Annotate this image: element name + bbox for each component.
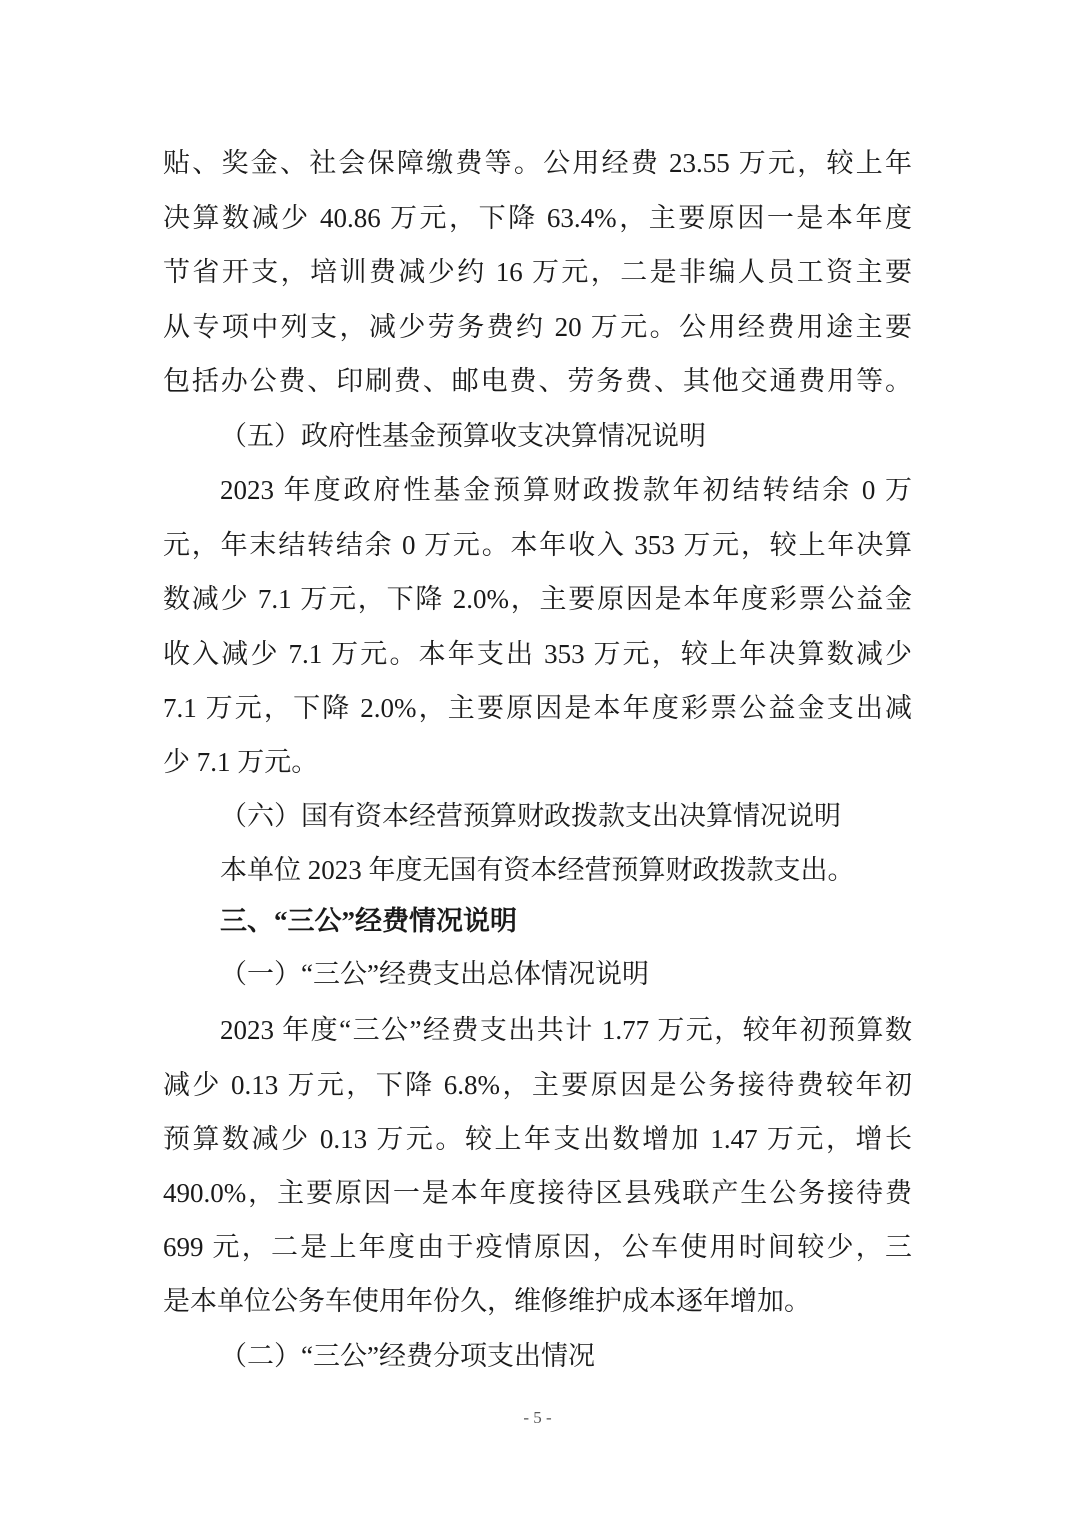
- paragraph-line: 节省开支，培训费减少约 16 万元，二是非编人员工资主要: [163, 257, 912, 287]
- paragraph-line: 预算数减少 0.13 万元。较上年支出数增加 1.47 万元，增长: [163, 1124, 912, 1154]
- paragraph-line: 少 7.1 万元。: [163, 747, 319, 777]
- paragraph-line: 2023 年度政府性基金预算财政拨款年初结转结余 0 万: [220, 475, 912, 505]
- section-heading: （六）国有资本经营预算财政拨款支出决算情况说明: [220, 801, 841, 831]
- paragraph-line: 从专项中列支，减少劳务费约 20 万元。公用经费用途主要: [163, 312, 912, 342]
- paragraph-line: 数减少 7.1 万元，下降 2.0%，主要原因是本年度彩票公益金: [163, 584, 912, 614]
- paragraph-line: 包括办公费、印刷费、邮电费、劳务费、其他交通费用等。: [163, 366, 912, 396]
- section-heading: （一）“三公”经费支出总体情况说明: [220, 959, 649, 989]
- paragraph-line: 元，年末结转结余 0 万元。本年收入 353 万元，较上年决算: [163, 530, 912, 560]
- page-number: - 5 -: [523, 1408, 552, 1427]
- section-heading: （五）政府性基金预算收支决算情况说明: [220, 421, 706, 451]
- paragraph-line: 7.1 万元，下降 2.0%，主要原因是本年度彩票公益金支出减: [163, 693, 912, 723]
- paragraph-line: 贴、奖金、社会保障缴费等。公用经费 23.55 万元，较上年: [163, 148, 912, 178]
- paragraph-line: 本单位 2023 年度无国有资本经营预算财政拨款支出。: [220, 855, 855, 885]
- paragraph-line: 699 元，二是上年度由于疫情原因，公车使用时间较少，三: [163, 1232, 912, 1262]
- paragraph-line: 减少 0.13 万元，下降 6.8%，主要原因是公务接待费较年初: [163, 1070, 912, 1100]
- section-heading: （二）“三公”经费分项支出情况: [220, 1341, 595, 1371]
- paragraph-line: 490.0%，主要原因一是本年度接待区县残联产生公务接待费: [163, 1178, 912, 1208]
- paragraph-line: 决算数减少 40.86 万元，下降 63.4%，主要原因一是本年度: [163, 203, 912, 233]
- paragraph-line: 是本单位公务车使用年份久，维修维护成本逐年增加。: [163, 1286, 811, 1316]
- chapter-heading: 三、“三公”经费情况说明: [220, 906, 517, 936]
- paragraph-line: 2023 年度“三公”经费支出共计 1.77 万元，较年初预算数: [220, 1015, 912, 1045]
- paragraph-line: 收入减少 7.1 万元。本年支出 353 万元，较上年决算数减少: [163, 639, 912, 669]
